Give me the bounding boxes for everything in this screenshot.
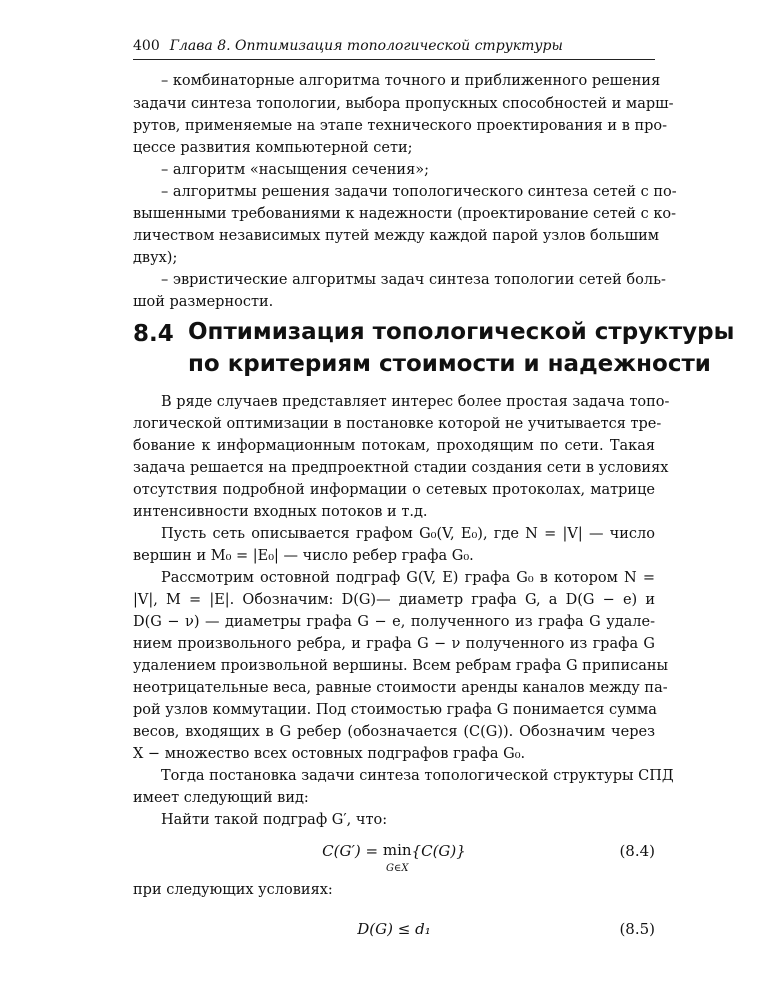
text-line: вышенными требованиями к надежности (проектирование сетей с ко- (133, 206, 677, 222)
text-line: – комбинаторные алгоритма точного и приближенного решения (161, 73, 661, 89)
text-line: задачи синтеза топологии, выбора пропускных способностей и марш- (133, 96, 674, 112)
section-title: Оптимизация топологической структуры (188, 319, 735, 345)
text-line: – эвристические алгоритмы задач синтеза топологии сетей боль- (161, 272, 666, 288)
equation-8-5 (133, 920, 655, 948)
text-line: вершин и M₀ = |E₀| — число ребер графа G₀. (133, 548, 474, 564)
text-line: Тогда постановка задачи синтеза топологической структуры СПД (161, 768, 674, 784)
text-line: отсутствия подробной информации о сетевых протоколах, матрице (133, 482, 655, 498)
text-line: нием произвольного ребра, и графа G − ν полученного из графа G (133, 636, 655, 652)
text-line: D(G − ν) — диаметры графа G − e, полученного из графа G удале- (133, 614, 655, 630)
text-line: логической оптимизации в постановке которой не учитывается тре- (133, 416, 662, 432)
text-line: рутов, применяемые на этапе технического проектирования и в про- (133, 118, 668, 134)
equation-rhs: {C(G)} (411, 842, 466, 860)
text-line: двух); (133, 250, 178, 266)
min-subscript: G∈X (385, 863, 409, 874)
text-line: |V|, M = |E|. Обозначим: D(G)— диаметр графа G, а D(G − e) и (133, 592, 655, 608)
text-line: бование к информационным потокам, проходящим по сети. Такая (133, 438, 655, 454)
text-line: неотрицательные веса, равные стоимости аренды каналов между па- (133, 680, 668, 696)
text-line: Рассмотрим остовной подграф G(V, E) графа G₀ в котором N = (161, 570, 655, 586)
text-line: цессе развития компьютерной сети; (133, 140, 413, 156)
text-line: В ряде случаев представляет интерес более простая задача топо- (161, 394, 670, 410)
text-line: – алгоритмы решения задачи топологического синтеза сетей с по- (161, 184, 677, 200)
text-line: задача решается на предпроектной стадии создания сети в условиях (133, 460, 669, 476)
section-title: по критериям стоимости и надежности (188, 351, 711, 377)
text-line: Найти такой подграф G′, что: (161, 812, 388, 828)
equation-label: (8.4) (619, 842, 655, 860)
text-line: Пусть сеть описывается графом G₀(V, E₀), где N = |V| — число (161, 526, 655, 542)
text-line: весов, входящих в G ребер (обозначается (C(G)). Обозначим через (133, 724, 655, 740)
section-number: 8.4 (133, 321, 174, 347)
text-line: удалением произвольной вершины. Всем ребрам графа G приписаны (133, 658, 669, 674)
text-line: имеет следующий вид: (133, 790, 309, 806)
page-number: 400 (133, 38, 160, 54)
equation-formula (133, 842, 655, 877)
min-operator: min (382, 841, 412, 859)
running-header (133, 37, 655, 60)
text-line: рой узлов коммутации. Под стоимостью графа G понимается сумма (133, 702, 657, 718)
equation-8-4 (133, 841, 655, 874)
equation-formula: D(G) ≤ d₁ (357, 920, 431, 938)
text-line: личеством независимых путей между каждой парой узлов большим (133, 228, 660, 244)
equation-lhs: C(G′) = (322, 842, 383, 860)
text-line: X − множество всех остовных подграфов графа G₀. (133, 746, 526, 762)
text-line: – алгоритм «насыщения сечения»; (161, 162, 429, 178)
text-line: шой размерности. (133, 294, 274, 310)
running-title: Глава 8. Оптимизация топологической структуры (169, 38, 563, 54)
equation-label: (8.5) (619, 920, 655, 938)
text-line: при следующих условиях: (133, 882, 333, 898)
text-line: интенсивности входных потоков и т.д. (133, 504, 428, 520)
